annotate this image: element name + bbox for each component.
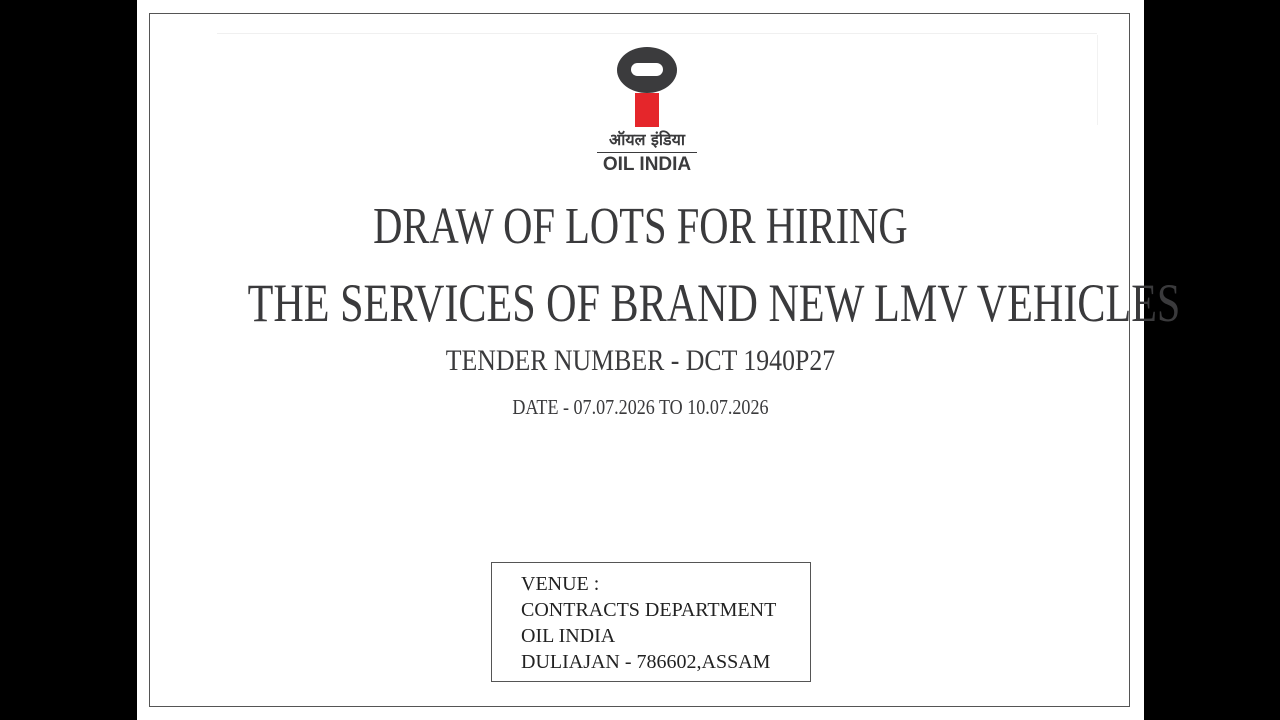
venue-company: OIL INDIA [521, 625, 616, 647]
notice-date: DATE - 07.07.2026 TO 10.07.2026 [512, 395, 769, 419]
venue-label: VENUE : [521, 573, 600, 595]
tender-number: TENDER NUMBER - DCT 1940P27 [445, 344, 836, 377]
venue-department: CONTRACTS DEPARTMENT [521, 599, 777, 621]
faint-vertical-rule [1097, 35, 1098, 125]
oil-india-logo [592, 42, 702, 178]
faint-rule [217, 33, 1097, 34]
venue-address: DULIAJAN - 786602,ASSAM [521, 651, 771, 673]
notice-title-line-1: DRAW OF LOTS FOR HIRING [373, 198, 908, 255]
logo-english-text: OIL INDIA [602, 154, 692, 175]
venue-box [491, 562, 811, 682]
logo-hindi-text: ऑयल इंडिया [608, 130, 686, 149]
logo-divider [597, 152, 697, 153]
notice-title-line-2: THE SERVICES OF BRAND NEW LMV VEHICLES [247, 273, 1181, 333]
document-page [137, 0, 1181, 720]
oil-india-logo-icon [592, 42, 702, 130]
